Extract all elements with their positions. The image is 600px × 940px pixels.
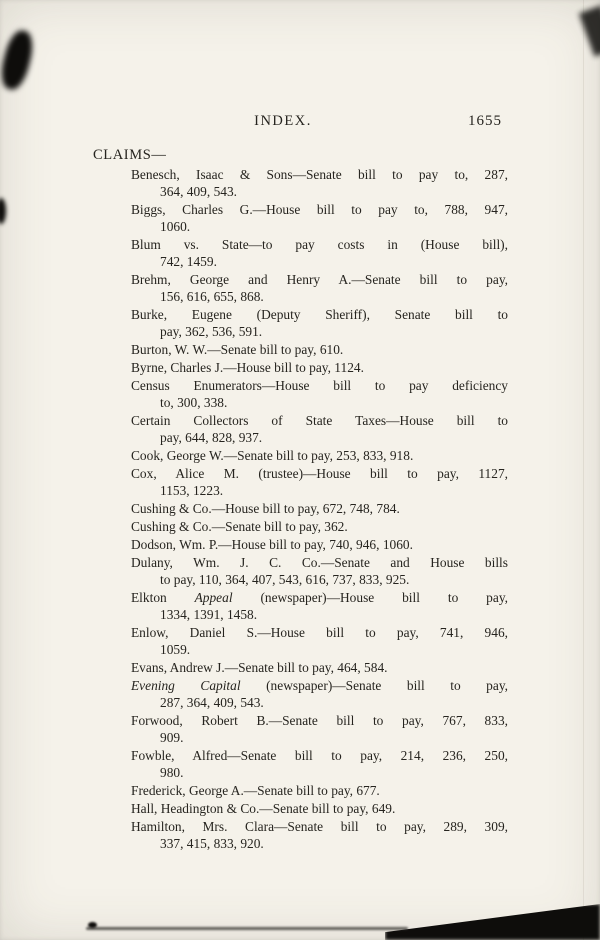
index-entry-line	[131, 394, 508, 411]
section-heading: CLAIMS—	[93, 147, 167, 163]
index-entry-line	[131, 323, 508, 340]
index-entry-line	[131, 536, 508, 553]
index-entry	[131, 236, 508, 270]
index-entry-line	[131, 641, 508, 658]
page-number: 1655	[468, 113, 502, 129]
index-entry-line	[131, 218, 508, 235]
index-entry-text: Census Enumerators—House bill to pay deficiency	[131, 378, 508, 393]
index-entry	[131, 782, 508, 799]
index-entry-text: Cook, George W.—Senate bill to pay, 253, 833, 918.	[131, 448, 414, 463]
index-entry-text: Fowble, Alfred—Senate bill to pay, 214, 236, 250,	[131, 748, 508, 763]
index-entry-line	[131, 482, 508, 499]
index-entry-text: Frederick, George A.—Senate bill to pay, 677.	[131, 783, 380, 798]
page-title: INDEX.	[254, 113, 312, 129]
index-entry	[131, 166, 508, 200]
index-entry-line	[131, 201, 508, 218]
index-entry	[131, 201, 508, 235]
index-entry-text: 1060.	[160, 219, 191, 234]
index-entry-text: 1059.	[160, 642, 191, 657]
index-page	[92, 113, 508, 853]
index-entry-text: 742, 1459.	[160, 254, 217, 269]
index-entry-text: 287, 364, 409, 543.	[160, 695, 264, 710]
index-entry	[131, 465, 508, 499]
index-entry-line	[131, 764, 508, 781]
index-entry-text: to, 300, 338.	[160, 395, 228, 410]
index-entry-line	[131, 412, 508, 429]
index-entry-line	[131, 183, 508, 200]
index-entry-line	[131, 624, 508, 641]
index-entry-line	[131, 800, 508, 817]
index-entry-text: Cushing & Co.—House bill to pay, 672, 748, 784.	[131, 501, 400, 516]
index-entry-text: Biggs, Charles G.—House bill to pay to, 788, 947,	[131, 202, 508, 217]
index-entry-text: Dodson, Wm. P.—House bill to pay, 740, 946, 1060.	[131, 537, 413, 552]
index-entry-italic-text: Appeal	[194, 590, 233, 605]
index-entry	[131, 377, 508, 411]
scan-artifact-left-edge	[0, 198, 6, 224]
index-entry-text: Elkton	[131, 590, 195, 605]
index-entry-text: pay, 362, 536, 591.	[160, 324, 263, 339]
index-entry-line	[131, 429, 508, 446]
index-entry	[131, 589, 508, 623]
index-entry-line	[131, 835, 508, 852]
index-entry-text: Certain Collectors of State Taxes—House bill to	[131, 413, 508, 428]
index-entry	[131, 412, 508, 446]
index-entry-line	[131, 341, 508, 358]
scan-artifact-bottom-edge-line	[86, 927, 408, 930]
index-entry-line	[131, 554, 508, 571]
page-header	[92, 113, 508, 132]
index-entry-text: Brehm, George and Henry A.—Senate bill to pay,	[131, 272, 508, 287]
index-entry	[131, 536, 508, 553]
scan-artifact-bottom-dot	[88, 922, 97, 928]
index-entry-italic-text: Evening Capital	[131, 678, 241, 693]
index-entry	[131, 677, 508, 711]
index-entry-line	[131, 236, 508, 253]
index-entry	[131, 341, 508, 358]
index-entry-text: 1153, 1223.	[160, 483, 224, 498]
index-entry-line	[131, 589, 508, 606]
index-entry-line	[131, 465, 508, 482]
page-edge-line	[583, 0, 584, 940]
index-entry-text: 1334, 1391, 1458.	[160, 607, 258, 622]
index-entry-text: (newspaper)—Senate bill to pay,	[240, 678, 508, 693]
index-entry-text: 909.	[160, 730, 184, 745]
index-entry-text: Dulany, Wm. J. C. Co.—Senate and House bills	[131, 555, 508, 570]
index-entry-line	[131, 377, 508, 394]
index-entry-line	[131, 729, 508, 746]
index-entry-text: 337, 415, 833, 920.	[160, 836, 264, 851]
index-entry-text: Burton, W. W.—Senate bill to pay, 610.	[131, 342, 344, 357]
index-entry-text: Forwood, Robert B.—Senate bill to pay, 767, 833,	[131, 713, 508, 728]
index-entry-line	[131, 606, 508, 623]
index-entry-line	[131, 500, 508, 517]
index-entry	[131, 624, 508, 658]
index-entry-line	[131, 818, 508, 835]
index-entry	[131, 659, 508, 676]
index-entry-text: Hall, Headington & Co.—Senate bill to pay, 649.	[131, 801, 396, 816]
scan-artifact-top-left	[0, 28, 37, 93]
index-entry	[131, 447, 508, 464]
index-entry	[131, 271, 508, 305]
scan-artifact-bottom-right	[385, 904, 600, 940]
index-entries	[131, 166, 508, 852]
index-entry	[131, 359, 508, 376]
index-entry	[131, 554, 508, 588]
index-entry	[131, 518, 508, 535]
index-entry-text: pay, 644, 828, 937.	[160, 430, 263, 445]
index-entry-text: Burke, Eugene (Deputy Sheriff), Senate bill to	[131, 307, 508, 322]
index-entry-line	[131, 571, 508, 588]
index-entry	[131, 818, 508, 852]
index-entry-text: Blum vs. State—to pay costs in (House bill),	[131, 237, 508, 252]
index-entry-line	[131, 659, 508, 676]
index-entry-text: 156, 616, 655, 868.	[160, 289, 264, 304]
index-entry-text: Cushing & Co.—Senate bill to pay, 362.	[131, 519, 348, 534]
index-entry-line	[131, 271, 508, 288]
index-entry-text: Byrne, Charles J.—House bill to pay, 1124.	[131, 360, 364, 375]
index-entry-text: Enlow, Daniel S.—House bill to pay, 741, 946,	[131, 625, 508, 640]
index-entry-text: 364, 409, 543.	[160, 184, 237, 199]
index-entry-line	[131, 677, 508, 694]
index-entry-line	[131, 782, 508, 799]
index-entry-line	[131, 306, 508, 323]
index-entry	[131, 800, 508, 817]
index-entry-text: (newspaper)—House bill to pay,	[232, 590, 508, 605]
index-entry-text: Benesch, Isaac & Sons—Senate bill to pay to, 287,	[131, 167, 508, 182]
index-entry	[131, 747, 508, 781]
index-entry-line	[131, 253, 508, 270]
index-entry-text: Hamilton, Mrs. Clara—Senate bill to pay, 289, 309,	[131, 819, 508, 834]
index-entry-line	[131, 166, 508, 183]
index-entry-line	[131, 747, 508, 764]
index-entry	[131, 712, 508, 746]
index-entry-line	[131, 288, 508, 305]
index-entry	[131, 306, 508, 340]
index-entry-text: to pay, 110, 364, 407, 543, 616, 737, 833, 925.	[160, 572, 410, 587]
index-entry	[131, 500, 508, 517]
index-entry-text: Evans, Andrew J.—Senate bill to pay, 464, 584.	[131, 660, 388, 675]
index-entry-line	[131, 518, 508, 535]
index-entry-text: Cox, Alice M. (trustee)—House bill to pay, 1127,	[131, 466, 508, 481]
index-entry-line	[131, 359, 508, 376]
index-entry-line	[131, 694, 508, 711]
index-entry-line	[131, 447, 508, 464]
index-entry-text: 980.	[160, 765, 184, 780]
index-entry-line	[131, 712, 508, 729]
